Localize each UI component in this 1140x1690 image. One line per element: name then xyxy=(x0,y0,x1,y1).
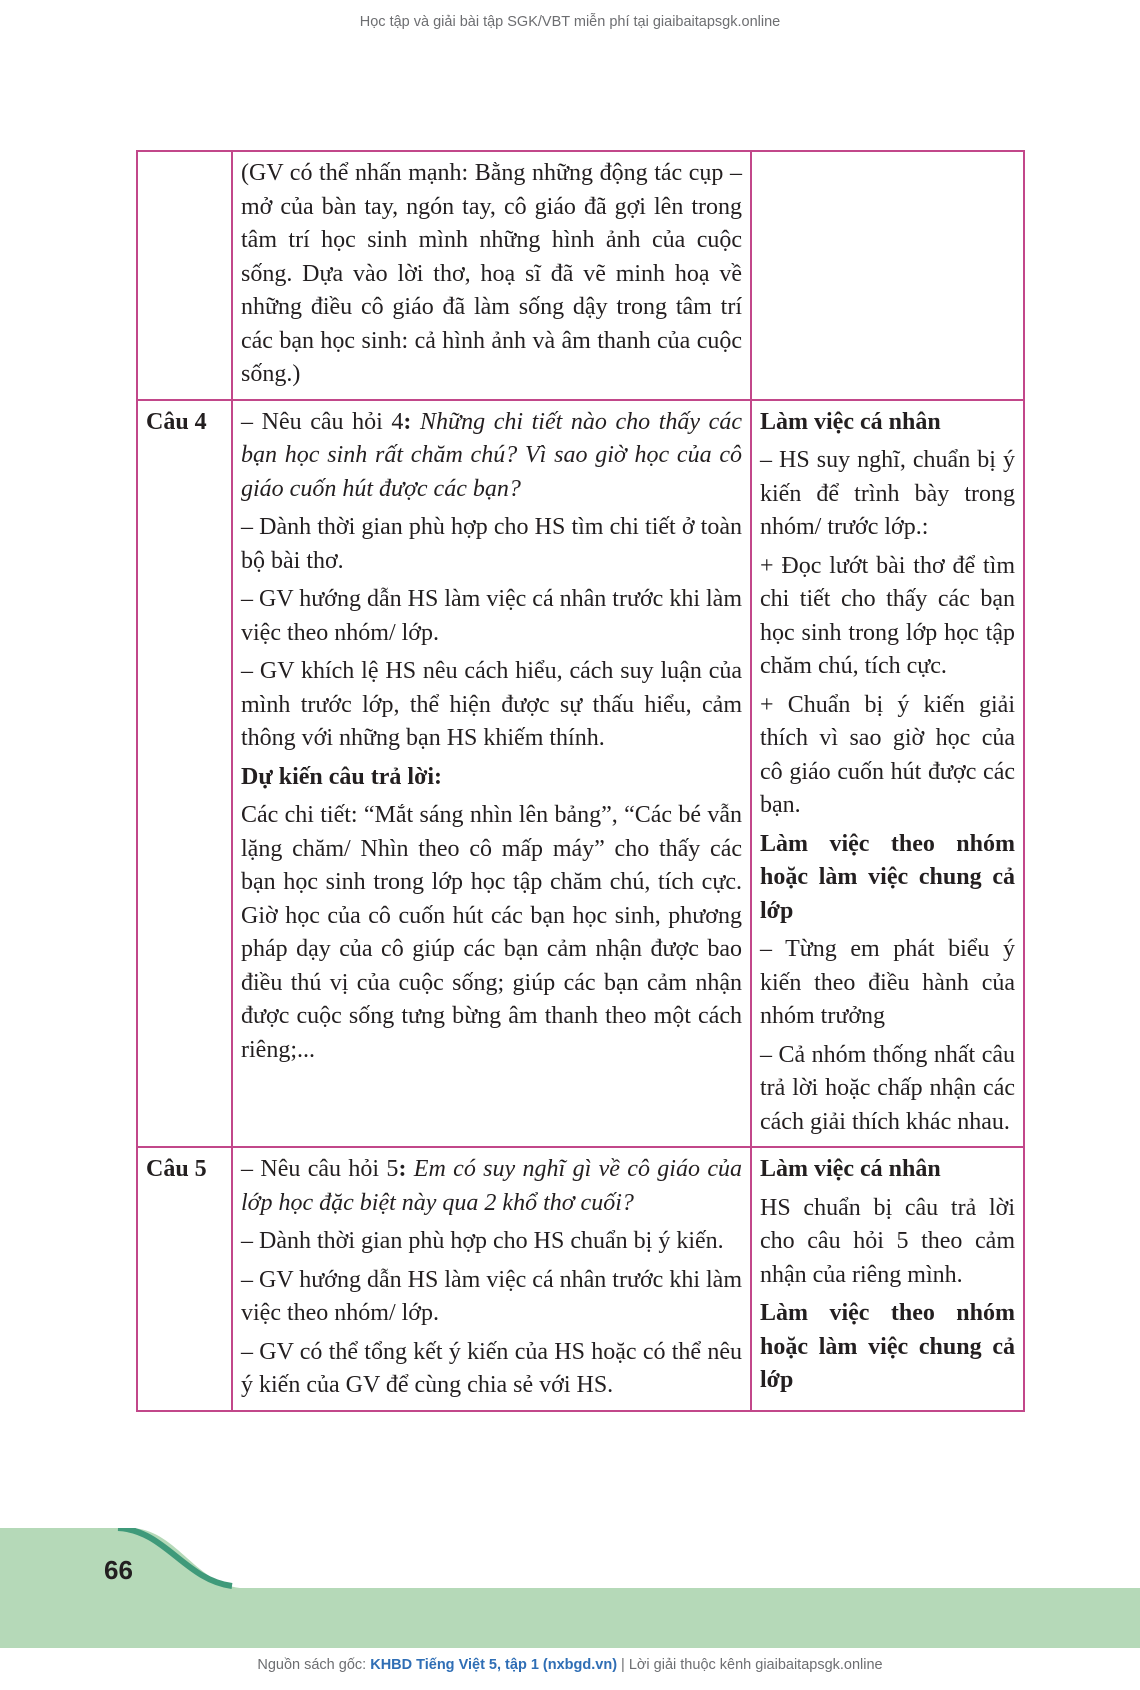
student-cell xyxy=(751,151,1024,400)
footer-separator: | xyxy=(617,1657,629,1673)
lesson-table xyxy=(136,150,1025,1412)
instruction-item: – GV có thể tổng kết ý kiến của HS hoặc có thể nêu ý kiến của GV để cùng chia sẻ với HS. xyxy=(241,1338,742,1398)
table-row xyxy=(137,151,1024,400)
student-item: + Chuẩn bị ý kiến giải thích vì sao giờ học của cô giáo cuốn hút được các bạn. xyxy=(760,691,1015,818)
activity-cell-cau-5 xyxy=(232,1147,751,1411)
footer-prefix: Nguồn sách gốc: xyxy=(257,1657,371,1673)
footer-note xyxy=(0,1657,1140,1673)
table-row xyxy=(137,1147,1024,1411)
student-item: + Đọc lướt bài thơ để tìm chi tiết cho thấy các bạn học sinh trong lớp học tập chăm chú, tích cực. xyxy=(760,552,1015,679)
instruction-item: – GV hướng dẫn HS làm việc cá nhân trước khi làm việc theo nhóm/ lớp. xyxy=(241,586,742,646)
student-cell-cau-4 xyxy=(751,400,1024,1148)
instruction-item: – GV hướng dẫn HS làm việc cá nhân trước khi làm việc theo nhóm/ lớp. xyxy=(241,1266,742,1326)
header-note: Học tập và giải bài tập SGK/VBT miễn phí tại giaibaitapsgk.online xyxy=(359,14,781,30)
question-colon: : xyxy=(403,408,412,435)
teacher-note: (GV có thể nhấn mạnh: Bằng những động tác cụp – mở của bàn tay, ngón tay, cô giáo đã gợi lên trong tâm trí học sinh mình những hình ảnh của cuộc sống. Dựa vào lời thơ, hoạ sĩ đã vẽ minh hoạ về những điều cô giáo đã làm sống dậy trong tâm trí các bạn học sinh: cả hình ảnh và âm thanh của cuộc sống.) xyxy=(241,160,742,387)
instruction-item: – GV khích lệ HS nêu cách hiểu, cách suy luận của mình trước lớp, thể hiện được sự thấu hiểu, cảm thông với những bạn HS khiếm thính. xyxy=(241,658,742,751)
question-prefix: – Nêu câu hỏi 5 xyxy=(241,1156,399,1182)
page-number: 66 xyxy=(104,1555,133,1585)
student-item: – Cả nhóm thống nhất câu trả lời hoặc chấp nhận các cách giải thích khác nhau. xyxy=(760,1041,1015,1135)
student-heading: Làm việc theo nhóm hoặc làm việc chung cả lớp xyxy=(760,1300,1015,1393)
question-colon: : xyxy=(398,1156,407,1182)
student-item: – Từng em phát biểu ý kiến theo điều hành của nhóm trưởng xyxy=(760,936,1015,1029)
instruction-item: – Dành thời gian phù hợp cho HS chuẩn bị ý kiến. xyxy=(241,1228,724,1254)
source-link[interactable]: KHBD Tiếng Việt 5, tập 1 (nxbgd.vn) xyxy=(370,1657,618,1673)
student-item: – HS suy nghĩ, chuẩn bị ý kiến để trình bày trong nhóm/ trước lớp.: xyxy=(760,447,1015,540)
question-text: Em có suy nghĩ gì về cô giáo của lớp học đặc biệt này qua 2 khổ thơ cuối? xyxy=(241,1156,742,1216)
question-5-prompt xyxy=(241,1153,742,1220)
instruction-item: – Dành thời gian phù hợp cho HS tìm chi tiết ở toàn bộ bài thơ. xyxy=(241,514,742,574)
student-heading: Làm việc theo nhóm hoặc làm việc chung cả lớp xyxy=(760,830,1015,924)
student-heading: Làm việc cá nhân xyxy=(760,408,941,435)
student-heading: Làm việc cá nhân xyxy=(760,1156,941,1182)
row-label-cau-4: Câu 4 xyxy=(137,400,232,1148)
question-4-prompt xyxy=(241,406,742,507)
student-cell-cau-5 xyxy=(751,1147,1024,1411)
answer-heading: Dự kiến câu trả lời: xyxy=(241,763,443,790)
table-row xyxy=(137,400,1024,1148)
footer-suffix: Lời giải thuộc kênh giaibaitapsgk.online xyxy=(628,1657,883,1673)
row-label xyxy=(137,151,232,400)
activity-cell xyxy=(232,151,751,400)
footer-wave-band xyxy=(0,1528,1140,1648)
row-label-cau-5: Câu 5 xyxy=(137,1147,232,1411)
activity-cell-cau-4 xyxy=(232,400,751,1148)
question-prefix: – Nêu câu hỏi 4 xyxy=(241,408,404,435)
student-item: HS chuẩn bị câu trả lời cho câu hỏi 5 theo cảm nhận của riêng mình. xyxy=(760,1194,1015,1288)
question-text: Những chi tiết nào cho thấy các bạn học sinh rất chăm chú? Vì sao giờ học của cô giáo cuốn hút được các bạn? xyxy=(241,408,742,502)
answer-text: Các chi tiết: “Mắt sáng nhìn lên bảng”, “Các bé vẫn lặng chăm/ Nhìn theo cô mấp máy” cho thấy các bạn học sinh trong lớp học tập chăm chú, tích cực. Giờ học của cô cuốn hút các bạn học sinh, phương pháp dạy của cô giúp các bạn cảm nhận được bao điều thú vị của cuộc sống; giúp các bạn cảm nhận được cuộc sống tưng bừng âm thanh theo một cách riêng;... xyxy=(241,802,742,1063)
